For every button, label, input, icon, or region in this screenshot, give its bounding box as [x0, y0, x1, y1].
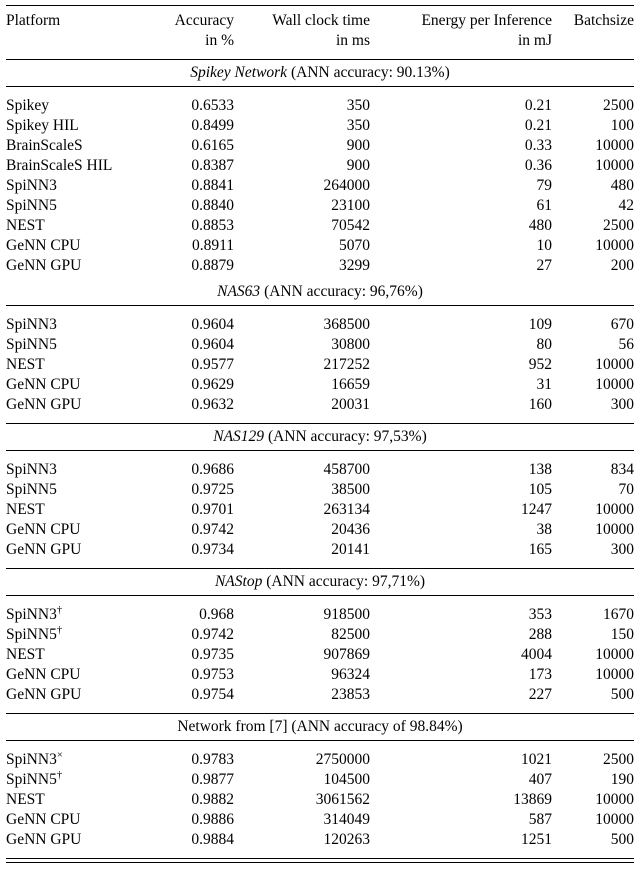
table-row	[6, 236, 634, 256]
table-row	[6, 355, 634, 375]
batchsize-cell: 2500	[603, 97, 634, 114]
section-title: NAStop (ANN accuracy: 97,71%)	[6, 568, 634, 596]
accuracy-cell: 0.8853	[191, 217, 234, 234]
wallclock-cell: 120263	[323, 831, 370, 848]
wallclock-cell: 16659	[331, 376, 370, 393]
batchsize-cell: 670	[610, 316, 634, 333]
accuracy-cell: 0.9701	[191, 501, 234, 518]
table-body	[6, 59, 634, 850]
platform-cell: SpiNN3†	[6, 604, 63, 623]
table-row	[6, 480, 634, 500]
energy-cell: 353	[528, 606, 552, 623]
energy-cell: 0.36	[524, 157, 552, 174]
wallclock-cell: 907869	[323, 646, 370, 663]
col-header-wallclock	[234, 11, 370, 51]
wallclock-cell: 458700	[323, 461, 370, 478]
batchsize-cell: 150	[610, 626, 634, 643]
batchsize-cell: 10000	[595, 237, 634, 254]
table-row	[6, 685, 634, 705]
section-title: NAS63 (ANN accuracy: 96,76%)	[6, 279, 634, 306]
batchsize-cell: 10000	[595, 666, 634, 683]
header-line: Wall clock time	[272, 12, 370, 29]
batchsize-cell: 10000	[595, 791, 634, 808]
energy-cell: 0.21	[524, 97, 552, 114]
platform-cell: GeNN CPU	[6, 237, 81, 254]
batchsize-cell: 834	[610, 461, 634, 478]
table-row	[6, 625, 634, 645]
platform-cell: NEST	[6, 217, 45, 234]
platform-cell: GeNN CPU	[6, 666, 81, 683]
accuracy-cell: 0.8841	[191, 177, 234, 194]
wallclock-cell: 70542	[331, 217, 370, 234]
energy-cell: 61	[536, 197, 552, 214]
energy-cell: 173	[528, 666, 552, 683]
platform-cell: GeNN GPU	[6, 396, 82, 413]
platform-cell: BrainScaleS HIL	[6, 157, 113, 174]
header-line: in ms	[335, 32, 370, 49]
wallclock-cell: 900	[346, 137, 370, 154]
table-row	[6, 315, 634, 335]
accuracy-cell: 0.968	[199, 606, 234, 623]
accuracy-cell: 0.6165	[191, 137, 234, 154]
batchsize-cell: 2500	[603, 217, 634, 234]
platform-cell: GeNN CPU	[6, 376, 81, 393]
batchsize-cell: 56	[618, 336, 634, 353]
batchsize-cell: 1670	[603, 606, 634, 623]
table-top-rule	[6, 5, 634, 6]
table-bottom-rule	[6, 858, 634, 863]
wallclock-cell: 82500	[331, 626, 370, 643]
energy-cell: 1251	[521, 831, 552, 848]
wallclock-cell: 20141	[331, 541, 370, 558]
wallclock-cell: 368500	[323, 316, 370, 333]
platform-cell: GeNN GPU	[6, 541, 82, 558]
accuracy-cell: 0.8879	[191, 257, 234, 274]
platform-cell: SpiNN5	[6, 481, 57, 498]
energy-cell: 80	[536, 336, 552, 353]
header-line: in %	[205, 32, 234, 49]
table-row	[6, 395, 634, 415]
header-line: Batchsize	[573, 12, 634, 29]
platform-cell: SpiNN5	[6, 336, 57, 353]
platform-cell: SpiNN5	[6, 197, 57, 214]
wallclock-cell: 5070	[339, 237, 370, 254]
accuracy-cell: 0.9604	[191, 336, 234, 353]
section-title: NAS129 (ANN accuracy: 97,53%)	[6, 423, 634, 451]
platform-cell: SpiNN3	[6, 316, 57, 333]
table-row	[6, 830, 634, 850]
wallclock-cell: 217252	[323, 356, 370, 373]
table-row	[6, 790, 634, 810]
wallclock-cell: 20436	[331, 521, 370, 538]
table-row	[6, 750, 634, 770]
table-row	[6, 116, 634, 136]
energy-cell: 587	[528, 811, 552, 828]
energy-cell: 138	[528, 461, 552, 478]
accuracy-cell: 0.9882	[191, 791, 234, 808]
wallclock-cell: 263134	[323, 501, 370, 518]
header-line: in mJ	[517, 32, 552, 49]
platform-cell: SpiNN5†	[6, 624, 63, 643]
table-row	[6, 136, 634, 156]
accuracy-cell: 0.9686	[191, 461, 234, 478]
platform-cell: GeNN CPU	[6, 521, 81, 538]
energy-cell: 13869	[513, 791, 552, 808]
accuracy-cell: 0.9629	[191, 376, 234, 393]
platform-superscript: †	[56, 769, 63, 781]
wallclock-cell: 23853	[331, 686, 370, 703]
col-header-platform	[6, 11, 154, 31]
batchsize-cell: 2500	[603, 751, 634, 768]
batchsize-cell: 70	[618, 481, 634, 498]
table-row	[6, 335, 634, 355]
col-header-batchsize	[552, 11, 634, 31]
batchsize-cell: 500	[610, 831, 634, 848]
platform-cell: BrainScaleS	[6, 137, 83, 154]
accuracy-cell: 0.9742	[191, 626, 234, 643]
accuracy-cell: 0.9886	[191, 811, 234, 828]
platform-cell: GeNN CPU	[6, 811, 81, 828]
platform-superscript: †	[56, 624, 63, 636]
batchsize-cell: 200	[610, 257, 634, 274]
wallclock-cell: 918500	[323, 606, 370, 623]
wallclock-cell: 30800	[331, 336, 370, 353]
accuracy-cell: 0.8387	[191, 157, 234, 174]
accuracy-cell: 0.8911	[191, 237, 234, 254]
platform-cell: GeNN GPU	[6, 257, 82, 274]
accuracy-cell: 0.9753	[191, 666, 234, 683]
batchsize-cell: 300	[610, 541, 634, 558]
energy-cell: 165	[528, 541, 552, 558]
wallclock-cell: 38500	[331, 481, 370, 498]
energy-cell: 160	[528, 396, 552, 413]
energy-cell: 288	[528, 626, 552, 643]
wallclock-cell: 104500	[323, 771, 370, 788]
energy-cell: 0.33	[524, 137, 552, 154]
wallclock-cell: 20031	[331, 396, 370, 413]
table-row	[6, 770, 634, 790]
batchsize-cell: 10000	[595, 811, 634, 828]
energy-cell: 109	[528, 316, 552, 333]
accuracy-cell: 0.9577	[191, 356, 234, 373]
energy-cell: 105	[528, 481, 552, 498]
energy-cell: 79	[536, 177, 552, 194]
table-row	[6, 810, 634, 830]
accuracy-cell: 0.9735	[191, 646, 234, 663]
header-line: Accuracy	[174, 12, 234, 29]
wallclock-cell: 350	[346, 97, 370, 114]
platform-cell: NEST	[6, 356, 45, 373]
accuracy-cell: 0.8499	[191, 117, 234, 134]
batchsize-cell: 300	[610, 396, 634, 413]
wallclock-cell: 3299	[339, 257, 370, 274]
batchsize-cell: 10000	[595, 157, 634, 174]
platform-cell: NEST	[6, 791, 45, 808]
batchsize-cell: 42	[618, 197, 634, 214]
batchsize-cell: 500	[610, 686, 634, 703]
accuracy-cell: 0.9632	[191, 396, 234, 413]
platform-cell: SpiNN5†	[6, 769, 63, 788]
wallclock-cell: 23100	[331, 197, 370, 214]
accuracy-cell: 0.9725	[191, 481, 234, 498]
batchsize-cell: 10000	[595, 137, 634, 154]
table-row	[6, 645, 634, 665]
platform-superscript: †	[56, 604, 63, 616]
wallclock-cell: 3061562	[315, 791, 370, 808]
batchsize-cell: 190	[610, 771, 634, 788]
energy-cell: 952	[528, 356, 552, 373]
accuracy-cell: 0.9783	[191, 751, 234, 768]
col-header-accuracy	[154, 11, 234, 51]
platform-cell: NEST	[6, 501, 45, 518]
header-line: Platform	[6, 12, 61, 29]
platform-cell: Spikey	[6, 97, 50, 114]
wallclock-cell: 900	[346, 157, 370, 174]
table-row	[6, 500, 634, 520]
platform-cell: SpiNN3	[6, 177, 57, 194]
table-row	[6, 96, 634, 116]
accuracy-cell: 0.9742	[191, 521, 234, 538]
wallclock-cell: 2750000	[315, 751, 370, 768]
platform-cell: GeNN GPU	[6, 831, 82, 848]
wallclock-cell: 350	[346, 117, 370, 134]
wallclock-cell: 314049	[323, 811, 370, 828]
table-row	[6, 176, 634, 196]
platform-superscript: ×	[56, 749, 63, 761]
energy-cell: 10	[536, 237, 552, 254]
energy-cell: 407	[528, 771, 552, 788]
energy-cell: 4004	[521, 646, 552, 663]
table-row	[6, 256, 634, 276]
table-row	[6, 665, 634, 685]
section-title: Network from [7] (ANN accuracy of 98.84%)	[6, 713, 634, 741]
batchsize-cell: 10000	[595, 501, 634, 518]
accuracy-cell: 0.9754	[191, 686, 234, 703]
batchsize-cell: 100	[610, 117, 634, 134]
accuracy-cell: 0.9884	[191, 831, 234, 848]
accuracy-cell: 0.6533	[191, 97, 234, 114]
batchsize-cell: 10000	[595, 521, 634, 538]
platform-cell: NEST	[6, 646, 45, 663]
section-title: Spikey Network (ANN accuracy: 90.13%)	[6, 59, 634, 87]
platform-cell: SpiNN3	[6, 461, 57, 478]
accuracy-cell: 0.9877	[191, 771, 234, 788]
accuracy-cell: 0.8840	[191, 197, 234, 214]
batchsize-cell: 480	[610, 177, 634, 194]
wallclock-cell: 96324	[331, 666, 370, 683]
batchsize-cell: 10000	[595, 376, 634, 393]
table-row	[6, 156, 634, 176]
batchsize-cell: 10000	[595, 356, 634, 373]
platform-cell: SpiNN3×	[6, 749, 63, 768]
table-row	[6, 540, 634, 560]
energy-cell: 31	[536, 376, 552, 393]
col-header-energy	[370, 11, 552, 51]
table-row	[6, 460, 634, 480]
accuracy-cell: 0.9734	[191, 541, 234, 558]
table-row	[6, 520, 634, 540]
table-row	[6, 196, 634, 216]
table-header	[6, 11, 634, 51]
table-row	[6, 216, 634, 236]
header-line: Energy per Inference	[421, 12, 552, 29]
energy-cell: 38	[536, 521, 552, 538]
table-row	[6, 375, 634, 395]
batchsize-cell: 10000	[595, 646, 634, 663]
energy-cell: 227	[528, 686, 552, 703]
energy-cell: 27	[536, 257, 552, 274]
wallclock-cell: 264000	[323, 177, 370, 194]
accuracy-cell: 0.9604	[191, 316, 234, 333]
energy-cell: 0.21	[524, 117, 552, 134]
platform-cell: Spikey HIL	[6, 117, 79, 134]
energy-cell: 1247	[521, 501, 552, 518]
energy-cell: 480	[528, 217, 552, 234]
table-row	[6, 605, 634, 625]
energy-cell: 1021	[521, 751, 552, 768]
platform-cell: GeNN GPU	[6, 686, 82, 703]
